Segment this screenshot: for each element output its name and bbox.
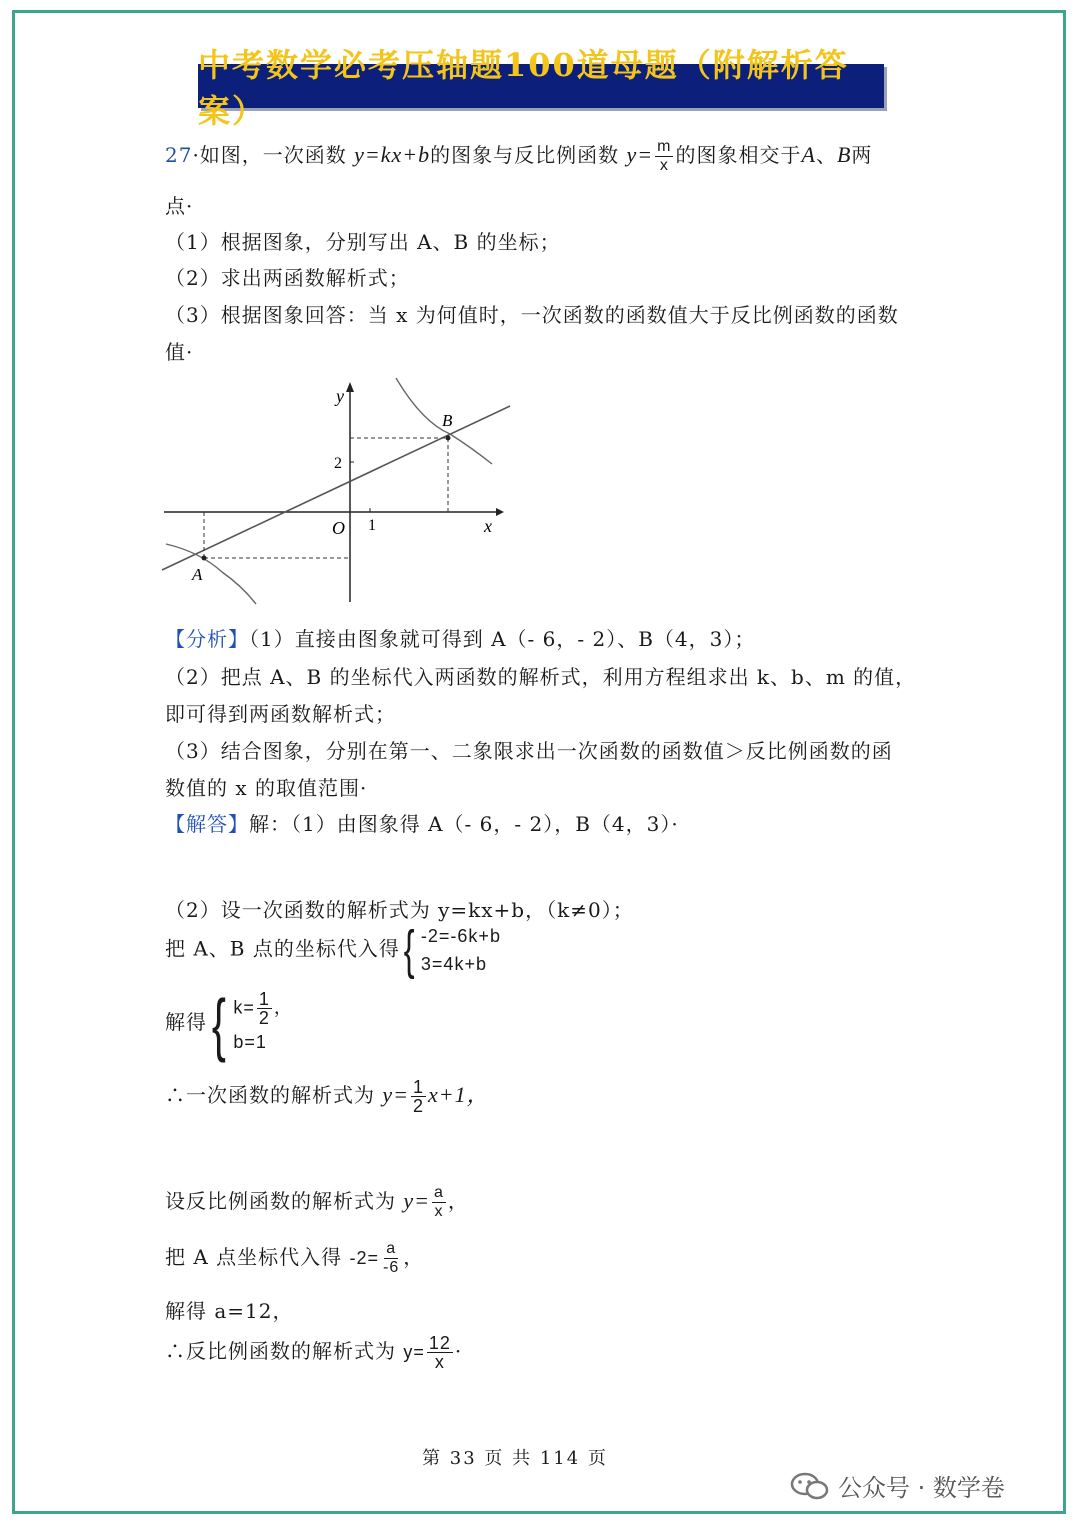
question-3-line2: 值· — [165, 340, 194, 364]
tick-label-y-2: 2 — [334, 455, 342, 472]
substitute-A-line: 把 A 点坐标代入得 -2= $\frac{a}{-6}$ ， — [165, 1240, 425, 1276]
page-banner: 中考数学必考压轴题100道母题（附解析答案） — [198, 64, 884, 108]
problem-stem-line2: 点· — [165, 194, 194, 218]
solution-line2: （2）设一次函数的解析式为 y=kx+b，（k≠0）； — [165, 898, 634, 922]
analysis-line1: 【分析】（1）直接由图象就可得到 A（- 6，- 2）、B（4，3）； — [165, 627, 756, 651]
solve-line: 解得 { k= $\frac{1}{2}$ ， b=1 — [165, 984, 293, 1063]
problem-stem-line1: 27·如图，一次函数 y=kx+b的图象与反比例函数 y= $\frac{m}{x}$ 的图象相交于A、B两 — [165, 138, 873, 174]
watermark — [790, 1468, 1005, 1503]
inverse-setup-line: 设反比例函数的解析式为 y= $\frac{a}{x}$ ， — [165, 1184, 469, 1220]
point-A-label: A — [192, 565, 203, 584]
fraction-a-over-neg6: $\frac{a}{-6}$ — [383, 1240, 400, 1276]
fraction-one-half: $\frac{1}{2}$ — [412, 1077, 424, 1116]
analysis-line5: 数值的 x 的取值范围· — [165, 776, 368, 800]
fraction-a-over-x: $\frac{a}{x}$ — [433, 1184, 444, 1220]
analysis-line4: （3）结合图象，分别在第一、二象限求出一次函数的函数值＞反比例函数的函 — [165, 739, 893, 763]
page-footer: 第 33 页 共 114 页 — [422, 1448, 608, 1469]
equation-system-line: 把 A、B 点的坐标代入得 { -2=-6k+b 3=4k+b — [165, 920, 501, 980]
function-graph — [160, 372, 520, 608]
solution-tag: 【解答】 — [165, 812, 249, 836]
analysis-tag: 【分析】 — [165, 627, 249, 651]
solution-line1: 【解答】解：（1）由图象得 A（- 6，- 2），B（4，3）· — [165, 812, 679, 836]
tick-label-x-1: 1 — [368, 517, 376, 534]
wechat-icon — [790, 1471, 830, 1501]
hyperbola-branch-2 — [166, 544, 256, 604]
point-B-marker — [446, 436, 451, 441]
linear-function-line — [162, 406, 510, 570]
problem-number: 27 — [165, 143, 193, 167]
y-axis-arrow — [346, 382, 354, 392]
analysis-line2: （2）把点 A、B 的坐标代入两函数的解析式，利用方程组求出 k、b、m 的值， — [165, 665, 917, 689]
x-axis-label: x — [484, 516, 492, 536]
a-value-line: 解得 a=12， — [165, 1299, 294, 1323]
y-axis-label: y — [336, 386, 344, 406]
question-2: （2）求出两函数解析式； — [165, 266, 410, 290]
equation-system: { -2=-6k+b 3=4k+b — [403, 920, 501, 980]
final-result-line: ∴反比例函数的解析式为 y= $\frac{12}{x}$ · — [165, 1333, 463, 1372]
analysis-line3: 即可得到两函数解析式； — [165, 702, 396, 726]
linear-result-line: ∴一次函数的解析式为 y= $\frac{1}{2}$ x+1， — [165, 1077, 490, 1116]
question-3-line1: （3）根据图象回答：当 x 为何值时，一次函数的函数值大于反比例函数的函数 — [165, 303, 899, 327]
point-A-marker — [202, 556, 207, 561]
fraction-m-over-x: $\frac{m}{x}$ — [657, 138, 672, 174]
question-1: （1）根据图象，分别写出 A、B 的坐标； — [165, 230, 561, 254]
origin-label: O — [332, 518, 345, 538]
fraction-12-over-x: $\frac{12}{x}$ — [428, 1333, 451, 1372]
point-B-label: B — [442, 411, 453, 430]
watermark-text: 公众号 · 数学卷 — [838, 1474, 1005, 1502]
x-axis-arrow — [496, 508, 504, 516]
solution-system: { k= $\frac{1}{2}$ ， b=1 — [211, 984, 293, 1063]
